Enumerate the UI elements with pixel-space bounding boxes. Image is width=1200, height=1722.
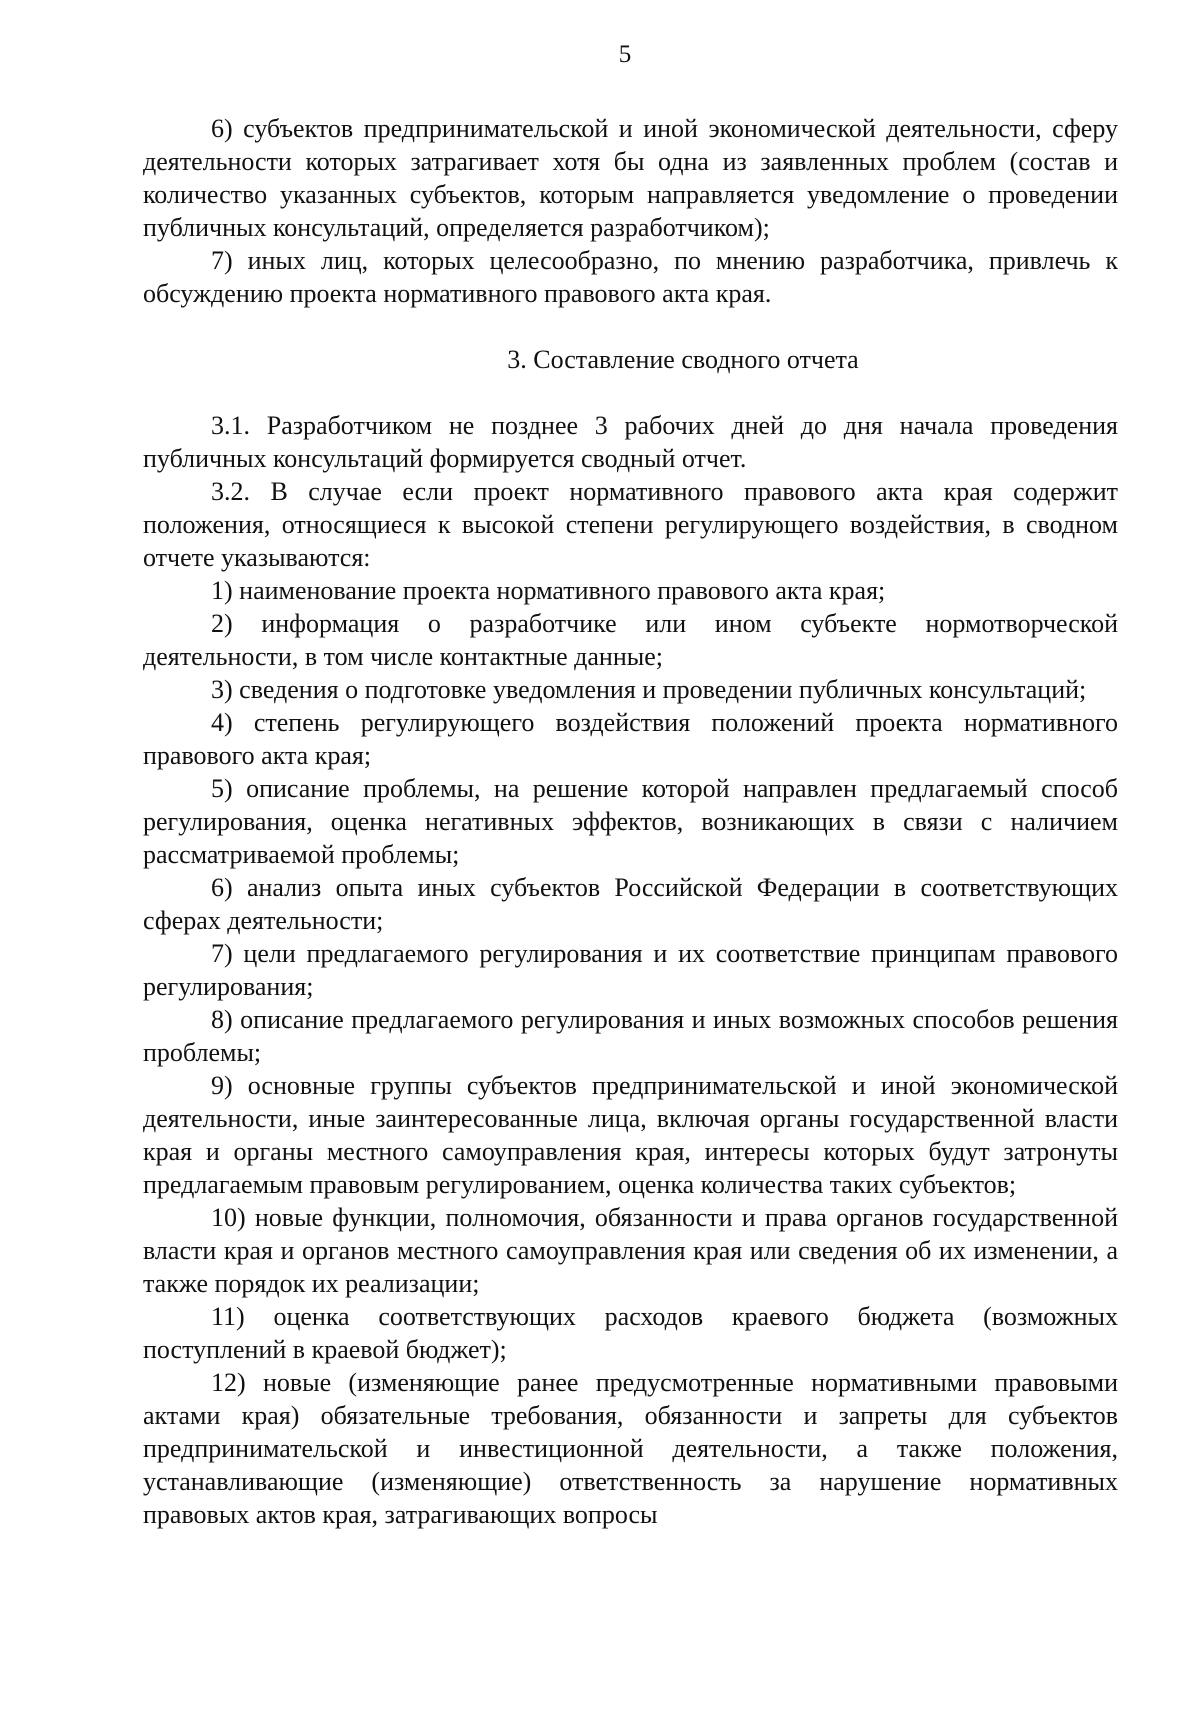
report-item-6: 6) анализ опыта иных субъектов Российской Федерации в соответствующих сферах деятельности; bbox=[143, 873, 1118, 935]
report-item-2: 2) информация о разработчике или ином субъекте нормотворческой деятельности, в том числе контактные данные; bbox=[143, 609, 1118, 671]
intro-item-7: 7) иных лиц, которых целесообразно, по мнению разработчика, привлечь к обсуждению проекта нормативного правового акта края. bbox=[143, 246, 1118, 308]
report-item-7: 7) цели предлагаемого регулирования и их соответствие принципам правового регулирования; bbox=[143, 939, 1118, 1001]
page-number: 5 bbox=[618, 41, 632, 68]
report-item-11: 11) оценка соответствующих расходов краевого бюджета (возможных поступлений в краевой бюджет); bbox=[143, 1302, 1118, 1364]
intro-item-6: 6) субъектов предпринимательской и иной экономической деятельности, сферу деятельности которых затрагивает хотя бы одна из заявленных проблем (состав и количество указанных субъектов, которым направляется уведомление о проведении публичных консультаций, определяется разработчиком); bbox=[143, 114, 1118, 242]
report-item-4: 4) степень регулирующего воздействия положений проекта нормативного правового акта края; bbox=[143, 708, 1118, 770]
report-item-1: 1) наименование проекта нормативного правового акта края; bbox=[211, 576, 886, 605]
report-item-10: 10) новые функции, полномочия, обязанности и права органов государственной власти края и органов местного самоуправления края или сведения об их изменении, а также порядок их реализации; bbox=[143, 1203, 1118, 1298]
clause-3-1: 3.1. Разработчиком не позднее 3 рабочих дней до дня начала проведения публичных консультаций формируется сводный отчет. bbox=[143, 411, 1118, 473]
report-item-9: 9) основные группы субъектов предпринимательской и иной экономической деятельности, иные заинтересованные лица, включая органы государственной власти края и органы местного самоуправления края, интересы которых будут затронуты предлагаемым правовым регулированием, оценка количества таких субъектов; bbox=[143, 1071, 1118, 1199]
document-body bbox=[143, 112, 1118, 1531]
report-item-5: 5) описание проблемы, на решение которой направлен предлагаемый способ регулирования, оценка негативных эффектов, возникающих в связи с наличием рассматриваемой проблемы; bbox=[143, 774, 1118, 869]
report-item-8: 8) описание предлагаемого регулирования и иных возможных способов решения проблемы; bbox=[143, 1005, 1118, 1067]
clause-3-2: 3.2. В случае если проект нормативного правового акта края содержит положения, относящиеся к высокой степени регулирующего воздействия, в сводном отчете указываются: bbox=[143, 477, 1118, 572]
report-item-3: 3) сведения о подготовке уведомления и проведении публичных консультаций; bbox=[211, 675, 1087, 704]
section-heading: 3. Составление сводного отчета bbox=[507, 345, 859, 374]
report-item-12: 12) новые (изменяющие ранее предусмотренные нормативными правовыми актами края) обязательные требования, обязанности и запреты для субъектов предпринимательской и инвестиционной деятельности, а также положения, устанавливающие (изменяющие) ответственность за нарушение нормативных правовых актов края, затрагивающих вопросы bbox=[143, 1368, 1118, 1529]
